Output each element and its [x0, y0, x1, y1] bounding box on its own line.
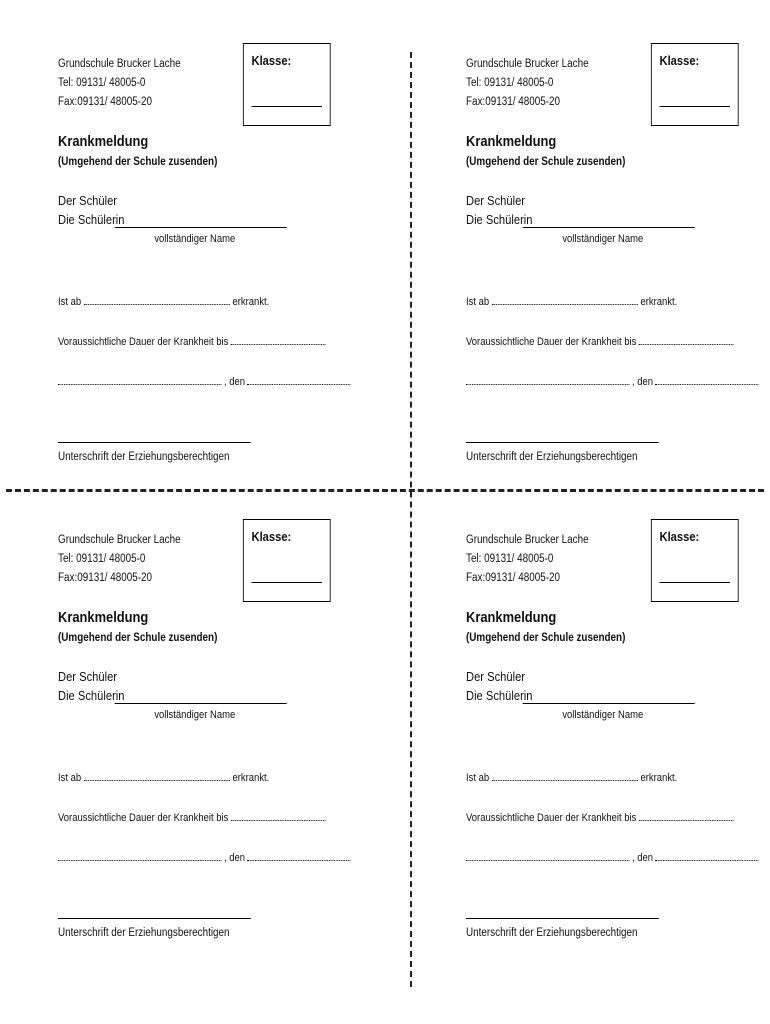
- sick-note-form-2: [466, 55, 724, 485]
- school-header: [58, 55, 181, 112]
- die-schuelerin-label: Die Schülerin: [466, 212, 533, 227]
- dauer-row: [58, 812, 328, 824]
- school-fax: Fax:09131/ 48005-20: [466, 572, 561, 584]
- form-subtitle: (Umgehend der Schule zusenden): [58, 156, 218, 168]
- erkrankt-label: erkrankt.: [640, 772, 678, 784]
- place-field[interactable]: [466, 383, 629, 385]
- school-fax: Fax:09131/ 48005-20: [466, 96, 561, 108]
- erkrankt-label: erkrankt.: [232, 296, 270, 308]
- school-name: Grundschule Brucker Lache: [58, 58, 181, 70]
- ist-ab-label: Ist ab: [58, 296, 82, 308]
- dauer-label: Voraussichtliche Dauer der Krankheit bis: [466, 336, 637, 348]
- klasse-label: Klasse:: [251, 53, 292, 68]
- cut-line-horizontal: [6, 489, 764, 492]
- den-label: , den: [223, 376, 246, 388]
- duration-field[interactable]: [231, 819, 326, 821]
- signature-label: Unterschrift der Erziehungsberechtigen: [58, 451, 230, 463]
- school-tel: Tel: 09131/ 48005-0: [466, 77, 554, 89]
- name-field-line[interactable]: [115, 227, 287, 228]
- dauer-row: [466, 812, 736, 824]
- date-field[interactable]: [248, 859, 351, 861]
- form-title: Krankmeldung: [58, 609, 149, 626]
- ist-ab-label: Ist ab: [466, 772, 490, 784]
- der-schueler-label: Der Schüler: [58, 669, 118, 684]
- klasse-box[interactable]: [243, 43, 331, 126]
- name-hint: vollständiger Name: [562, 709, 644, 721]
- school-header: [58, 531, 181, 588]
- erkrankt-label: erkrankt.: [640, 296, 678, 308]
- ist-ab-row: [58, 772, 269, 784]
- form-title: Krankmeldung: [58, 133, 149, 150]
- signature-line[interactable]: [466, 442, 659, 443]
- signature-label: Unterschrift der Erziehungsberechtigen: [466, 451, 638, 463]
- ist-ab-label: Ist ab: [466, 296, 490, 308]
- ist-ab-row: [466, 296, 677, 308]
- signature-label: Unterschrift der Erziehungsberechtigen: [58, 927, 230, 939]
- school-header: [466, 55, 589, 112]
- school-header: [466, 531, 589, 588]
- klasse-box[interactable]: [651, 519, 739, 602]
- den-label: , den: [631, 852, 654, 864]
- sick-note-form-1: [58, 55, 316, 485]
- sick-since-field[interactable]: [84, 779, 230, 781]
- school-fax: Fax:09131/ 48005-20: [58, 96, 153, 108]
- place-date-row: [58, 376, 353, 388]
- sick-since-field[interactable]: [84, 303, 230, 305]
- signature-label: Unterschrift der Erziehungsberechtigen: [466, 927, 638, 939]
- signature-line[interactable]: [58, 442, 251, 443]
- klasse-box[interactable]: [243, 519, 331, 602]
- der-schueler-label: Der Schüler: [466, 193, 526, 208]
- form-subtitle: (Umgehend der Schule zusenden): [466, 156, 626, 168]
- klasse-blank-line: [252, 582, 323, 583]
- place-date-row: [58, 852, 353, 864]
- den-label: , den: [631, 376, 654, 388]
- name-hint: vollständiger Name: [562, 233, 644, 245]
- die-schuelerin-label: Die Schülerin: [58, 212, 125, 227]
- name-hint: vollständiger Name: [154, 709, 236, 721]
- klasse-label: Klasse:: [659, 529, 700, 544]
- signature-line[interactable]: [466, 918, 659, 919]
- name-field-line[interactable]: [523, 227, 695, 228]
- duration-field[interactable]: [639, 343, 734, 345]
- dauer-label: Voraussichtliche Dauer der Krankheit bis: [58, 336, 229, 348]
- name-hint: vollständiger Name: [154, 233, 236, 245]
- form-subtitle: (Umgehend der Schule zusenden): [466, 632, 626, 644]
- erkrankt-label: erkrankt.: [232, 772, 270, 784]
- school-name: Grundschule Brucker Lache: [466, 58, 589, 70]
- sick-since-field[interactable]: [492, 779, 638, 781]
- der-schueler-label: Der Schüler: [466, 669, 526, 684]
- der-schueler-label: Der Schüler: [58, 193, 118, 208]
- place-field[interactable]: [58, 859, 221, 861]
- duration-field[interactable]: [231, 343, 326, 345]
- date-field[interactable]: [656, 383, 759, 385]
- name-field-line[interactable]: [115, 703, 287, 704]
- cut-line-vertical: [410, 52, 412, 987]
- school-fax: Fax:09131/ 48005-20: [58, 572, 153, 584]
- ist-ab-row: [466, 772, 677, 784]
- sick-note-form-4: [466, 531, 724, 961]
- place-date-row: [466, 852, 761, 864]
- school-tel: Tel: 09131/ 48005-0: [466, 553, 554, 565]
- dauer-row: [58, 336, 328, 348]
- school-tel: Tel: 09131/ 48005-0: [58, 77, 146, 89]
- name-field-line[interactable]: [523, 703, 695, 704]
- die-schuelerin-label: Die Schülerin: [466, 688, 533, 703]
- duration-field[interactable]: [639, 819, 734, 821]
- school-tel: Tel: 09131/ 48005-0: [58, 553, 146, 565]
- place-date-row: [466, 376, 761, 388]
- school-name: Grundschule Brucker Lache: [58, 534, 181, 546]
- form-subtitle: (Umgehend der Schule zusenden): [58, 632, 218, 644]
- sick-since-field[interactable]: [492, 303, 638, 305]
- form-title: Krankmeldung: [466, 609, 557, 626]
- form-title: Krankmeldung: [466, 133, 557, 150]
- den-label: , den: [223, 852, 246, 864]
- ist-ab-row: [58, 296, 269, 308]
- sick-note-form-3: [58, 531, 316, 961]
- ist-ab-label: Ist ab: [58, 772, 82, 784]
- klasse-box[interactable]: [651, 43, 739, 126]
- klasse-label: Klasse:: [659, 53, 700, 68]
- school-name: Grundschule Brucker Lache: [466, 534, 589, 546]
- die-schuelerin-label: Die Schülerin: [58, 688, 125, 703]
- date-field[interactable]: [656, 859, 759, 861]
- signature-line[interactable]: [58, 918, 251, 919]
- place-field[interactable]: [58, 383, 221, 385]
- klasse-blank-line: [660, 106, 731, 107]
- klasse-blank-line: [660, 582, 731, 583]
- klasse-label: Klasse:: [251, 529, 292, 544]
- klasse-blank-line: [252, 106, 323, 107]
- dauer-label: Voraussichtliche Dauer der Krankheit bis: [58, 812, 229, 824]
- date-field[interactable]: [248, 383, 351, 385]
- dauer-row: [466, 336, 736, 348]
- place-field[interactable]: [466, 859, 629, 861]
- dauer-label: Voraussichtliche Dauer der Krankheit bis: [466, 812, 637, 824]
